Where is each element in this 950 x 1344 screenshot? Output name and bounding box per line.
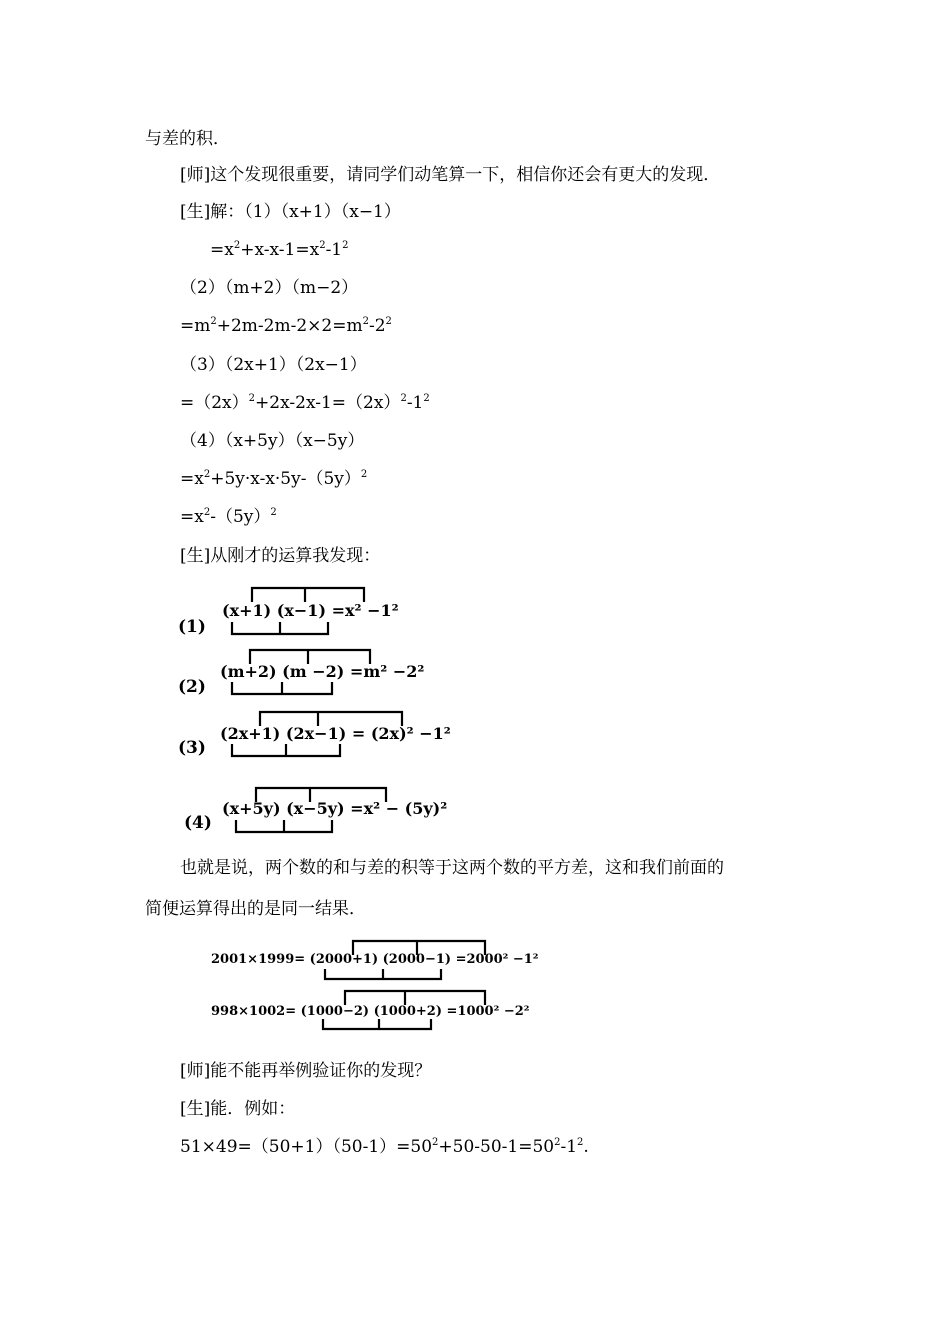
numeric-row-2 xyxy=(211,991,529,1029)
diagram-row-4 xyxy=(184,788,447,833)
diagram-row-3 xyxy=(178,712,451,758)
diagram-row-3-label: (3) xyxy=(178,738,206,758)
text-student-answer: [生]能．例如： xyxy=(180,1099,296,1119)
equation-1-expansion: $=x^2+x-x-1=x^2-1^2$ xyxy=(210,240,349,260)
diagram-row-1 xyxy=(178,588,399,637)
diagram-row-4-label: (4) xyxy=(184,813,212,833)
example-calculation: $51\times 49=(50+1)(50-1)=50^2+50-50-1=50^2-1^2$. xyxy=(180,1137,589,1157)
diagram-row-1-label: (1) xyxy=(178,617,206,637)
diagram-row-4-expr: (x+5y) (x−5y) =x² − (5y)² xyxy=(222,799,448,818)
numeric-row-2-expr: 998×1002= (1000−2) (1000+2) =1000² −2² xyxy=(211,1004,530,1019)
equation-2-expansion: $=m^2+2m-2m-2\times 2=m^2-2^2$ xyxy=(180,316,392,336)
text-line-2: [师]这个发现很重要，请同学们动笔算一下，相信你还会有更大的发现． xyxy=(180,165,721,185)
diagram-row-1-expr: (x+1) (x−1) =x² −1² xyxy=(222,601,399,620)
problem-4: （4）（x+5y）（x−5y） xyxy=(180,431,365,451)
text-line-discovery: [生]从刚才的运算我发现： xyxy=(180,546,381,566)
numeric-example-diagram xyxy=(205,935,539,1035)
diagram-row-2 xyxy=(178,650,424,697)
conclusion-line-2: 简便运算得出的是同一结果． xyxy=(145,899,366,919)
diagram-row-2-expr: (m+2) (m −2) =m² −2² xyxy=(220,662,425,681)
text-line-3: [生]解：（1）（x+1）（x−1） xyxy=(180,202,401,222)
text-teacher-question: [师]能不能再举例验证你的发现？ xyxy=(180,1061,432,1081)
problem-2: （2）（m+2）（m−2） xyxy=(180,278,359,298)
text-line-1: 与差的积． xyxy=(145,129,230,149)
numeric-row-1 xyxy=(211,941,539,979)
numeric-row-1-expr: 2001×1999= (2000+1) (2000−1) =2000² −1² xyxy=(211,952,539,967)
equation-3-expansion: $=(2x)^2+2x-2x-1=(2x)^2-1^2$ xyxy=(180,393,430,413)
problem-3: （3）（2x+1）（2x−1） xyxy=(180,355,367,375)
diagram-row-3-expr: (2x+1) (2x−1) = (2x)² −1² xyxy=(220,724,451,743)
difference-of-squares-diagram xyxy=(170,580,451,840)
equation-4-expansion: $=x^2+5y\cdot x-x\cdot 5y-(5y)^2$ xyxy=(180,469,368,489)
diagram-row-2-label: (2) xyxy=(178,677,206,697)
conclusion-line-1: 也就是说，两个数的和与差的积等于这两个数的平方差，这和我们前面的 xyxy=(180,858,724,878)
equation-4-result: $=x^2-(5y)^2$ xyxy=(180,507,277,527)
